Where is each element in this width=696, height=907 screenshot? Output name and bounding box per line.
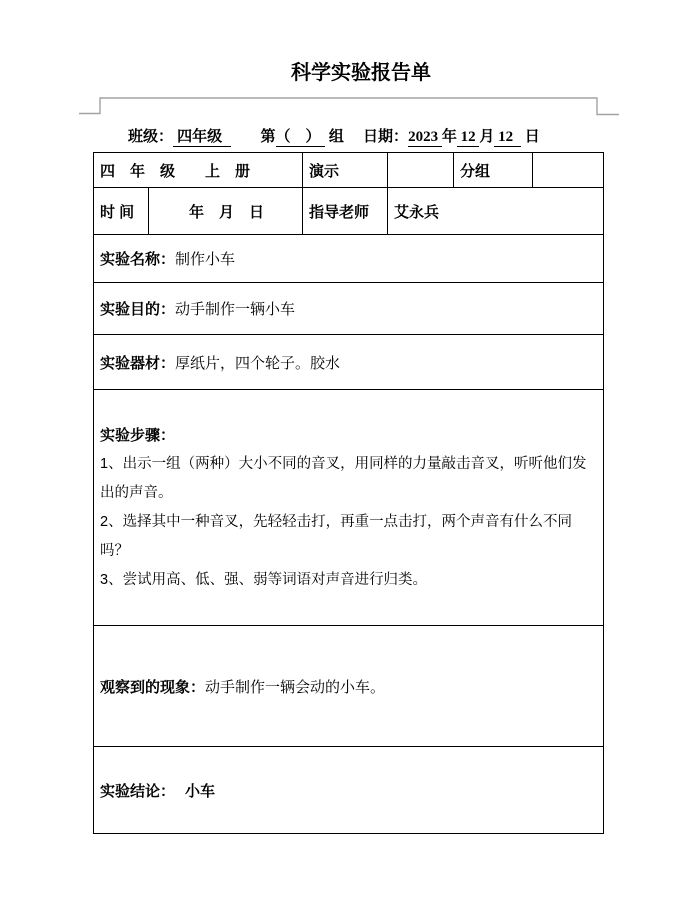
experiment-steps-label: 实验步骤： — [100, 426, 176, 444]
observation-row — [94, 626, 604, 747]
experiment-materials-row — [94, 335, 604, 390]
experiment-name-row — [94, 235, 604, 283]
class-value: 四年级 — [173, 128, 231, 145]
grade-row — [94, 153, 604, 188]
report-title: 科学实验报告单 — [291, 62, 431, 84]
time-label-cell: 时 间 — [94, 188, 149, 235]
report-table — [93, 152, 604, 834]
class-label: 班级： — [128, 128, 174, 145]
experiment-materials-value: 厚纸片，四个轮子。胶水 — [175, 354, 341, 372]
date-placeholder-cell: 年 月 日 — [149, 188, 303, 235]
step-item: 2、选择其中一种音叉，先轻轻击打，再重一点击打，两个声音有什么不同吗？ — [100, 513, 573, 559]
conclusion-cell — [94, 747, 604, 834]
teacher-label-cell: 指导老师 — [303, 188, 388, 235]
conclusion-label: 实验结论： — [100, 782, 176, 800]
experiment-name-cell — [94, 235, 604, 283]
experiment-steps-cell — [94, 390, 604, 626]
experiment-purpose-cell — [94, 283, 604, 335]
group-blank: （ ） — [275, 128, 325, 145]
experiment-purpose-value: 动手制作一辆小车 — [175, 301, 296, 318]
date-label: 组 日期： — [324, 128, 409, 145]
observation-value: 动手制作一辆会动的小车。 — [205, 678, 386, 696]
time-row — [94, 188, 604, 235]
observation-label: 观察到的现象： — [100, 678, 206, 696]
group-label-cell: 分组 — [454, 153, 533, 188]
step-item: 3、尝试用高、低、强、弱等词语对声音进行归类。 — [100, 571, 428, 588]
month-value: 12 — [456, 129, 480, 145]
year-unit: 年 — [441, 128, 457, 145]
conclusion-value: 小车 — [185, 782, 216, 800]
demo-label-cell: 演示 — [303, 153, 388, 188]
day-value: 12 — [494, 129, 521, 145]
year-value: 2023 — [408, 129, 442, 145]
experiment-materials-label: 实验器材： — [100, 354, 176, 372]
experiment-purpose-label: 实验目的： — [100, 301, 176, 318]
experiment-name-value: 制作小车 — [175, 251, 236, 268]
teacher-name-cell: 艾永兵 — [388, 188, 604, 235]
month-unit: 月 — [479, 128, 495, 145]
experiment-name-label: 实验名称： — [100, 251, 176, 268]
grade-cell: 四 年 级 上 册 — [94, 153, 303, 188]
observation-cell — [94, 626, 604, 747]
step-item: 1、出示一组（两种）大小不同的音叉，用同样的力量敲击音叉，听听他们发出的声音。 — [100, 455, 587, 501]
experiment-materials-cell — [94, 335, 604, 390]
experiment-steps-row — [94, 390, 604, 626]
demo-value-cell — [388, 153, 454, 188]
day-unit: 日 — [520, 128, 540, 145]
page-edge-marks — [0, 60, 696, 120]
conclusion-row — [94, 747, 604, 834]
meta-line — [128, 127, 696, 147]
group-prefix: 第 — [230, 128, 276, 145]
experiment-purpose-row — [94, 283, 604, 335]
group-value-cell — [533, 153, 604, 188]
